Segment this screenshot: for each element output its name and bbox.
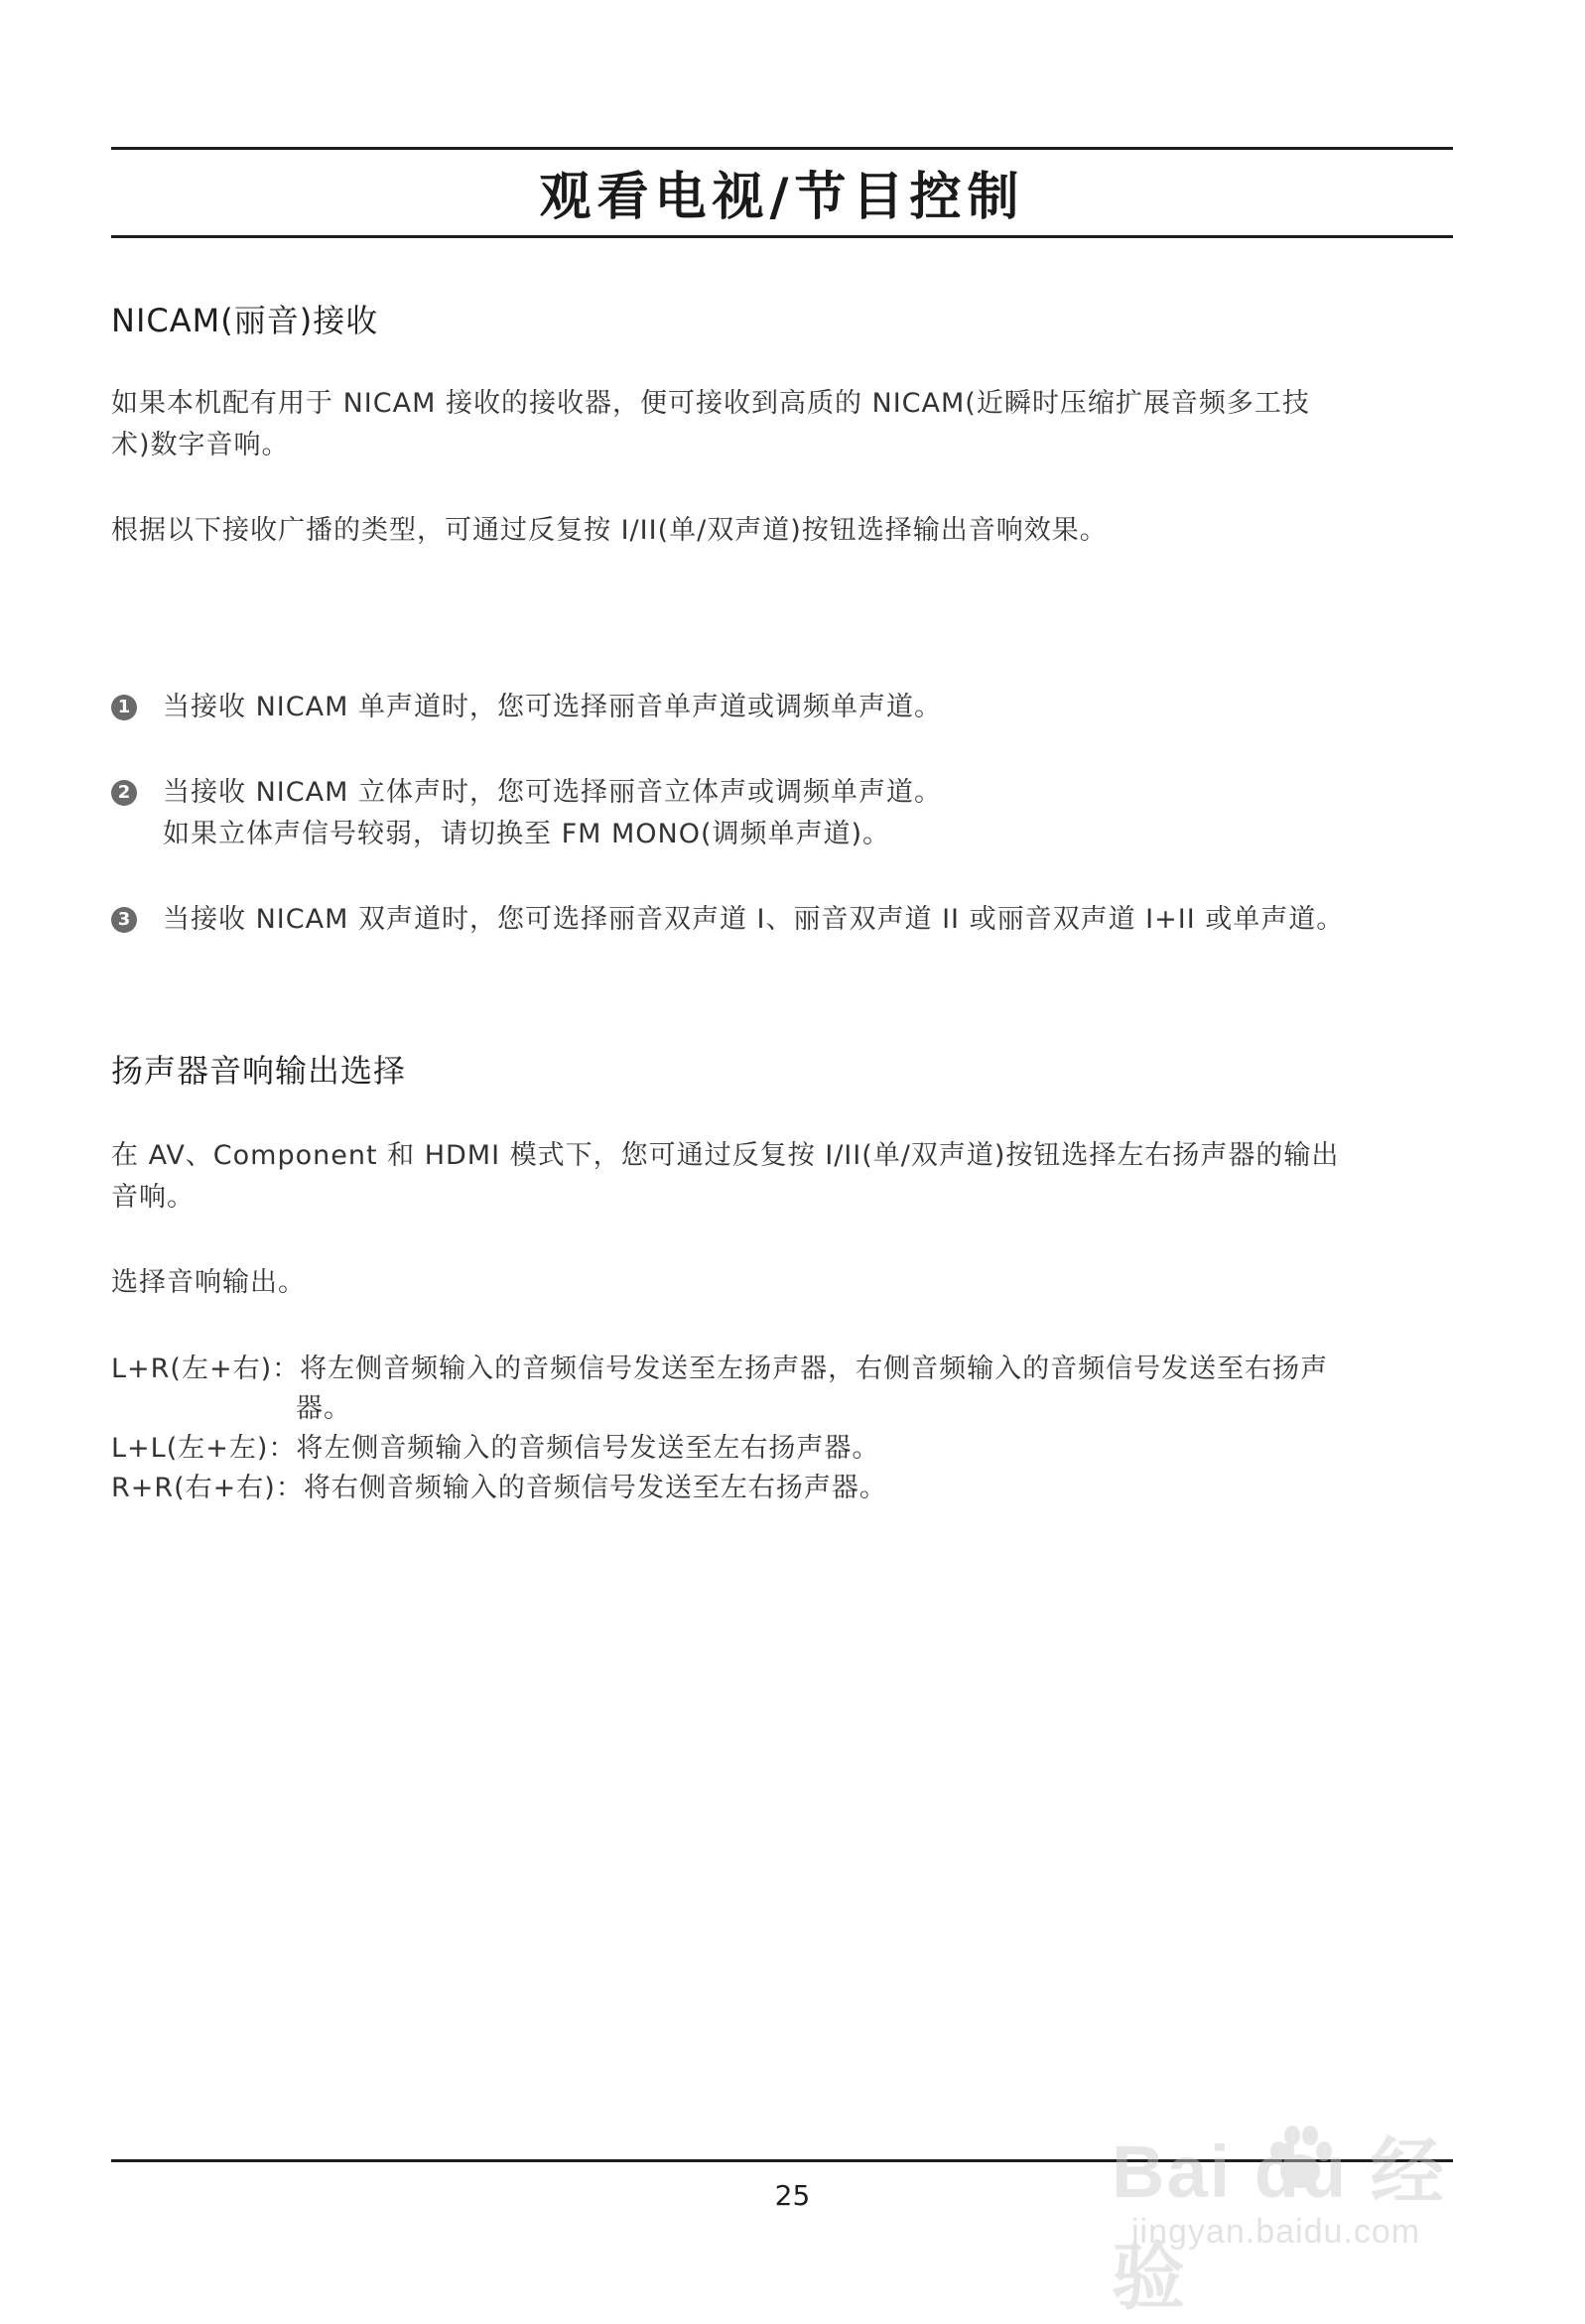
- definition-item: [111, 1469, 1457, 1508]
- list-item: [111, 899, 1457, 941]
- definition-text: L+L(左+左)：将左侧音频输入的音频信号发送至左右扬声器。: [111, 1433, 880, 1464]
- number-1-icon: 1: [111, 695, 137, 720]
- paw-icon: [1258, 2116, 1342, 2199]
- baidu-logo: Bai du 经验: [1112, 2130, 1446, 2318]
- section-heading-speaker: 扬声器音响输出选择: [111, 1052, 407, 1090]
- nicam-intro-line-1: 如果本机配有用于 NICAM 接收的接收器，便可接收到高质的 NICAM(近瞬时压缩扩展音频多工技: [111, 388, 1310, 419]
- definition-text: L+R(左+右)：将左侧音频输入的音频信号发送至左扬声器，右侧音频输入的音频信号发送至右扬声: [111, 1354, 1329, 1384]
- nicam-intro-paragraph: [111, 383, 1457, 466]
- definition-item: [111, 1429, 1457, 1469]
- list-item-text: 当接收 NICAM 双声道时，您可选择丽音双声道 I、丽音双声道 II 或丽音双声道 I+II 或单声道。: [163, 904, 1345, 935]
- definition-continuation: 器。: [296, 1393, 351, 1424]
- header-bottom-rule: [111, 235, 1453, 238]
- page-number: 25: [774, 2179, 811, 2212]
- watermark-url: jingyan.baidu.com: [1131, 2213, 1421, 2251]
- definition-item: [111, 1350, 1457, 1429]
- number-2-icon: 2: [111, 780, 137, 806]
- baidu-watermark: [1112, 2114, 1489, 2318]
- page-title: 观看电视/节目控制: [539, 168, 1025, 227]
- section-heading-nicam: NICAM(丽音)接收: [111, 302, 379, 339]
- nicam-instruction-paragraph: 根据以下接收广播的类型，可通过反复按 I/II(单/双声道)按钮选择输出音响效果。: [111, 515, 1108, 546]
- list-item-text: 如果立体声信号较弱，请切换至 FM MONO(调频单声道)。: [163, 819, 891, 849]
- number-3-icon: 3: [111, 907, 137, 933]
- list-item: [111, 772, 1457, 855]
- speaker-intro-line-1: 在 AV、Component 和 HDMI 模式下，您可通过反复按 I/II(单/双声道)按钮选择左右扬声器的输出: [111, 1140, 1340, 1171]
- speaker-intro-line-2: 音响。: [111, 1182, 195, 1213]
- speaker-instruction-paragraph: 选择音响输出。: [111, 1267, 306, 1298]
- header-top-rule: [111, 147, 1453, 150]
- list-item: [111, 687, 1457, 728]
- definition-text: R+R(右+右)：将右侧音频输入的音频信号发送至左右扬声器。: [111, 1473, 887, 1503]
- nicam-intro-line-2: 术)数字音响。: [111, 430, 290, 460]
- speaker-intro-paragraph: [111, 1135, 1457, 1219]
- list-item-text: 当接收 NICAM 单声道时，您可选择丽音单声道或调频单声道。: [163, 692, 942, 722]
- list-item-text: 当接收 NICAM 立体声时，您可选择丽音立体声或调频单声道。: [163, 777, 942, 808]
